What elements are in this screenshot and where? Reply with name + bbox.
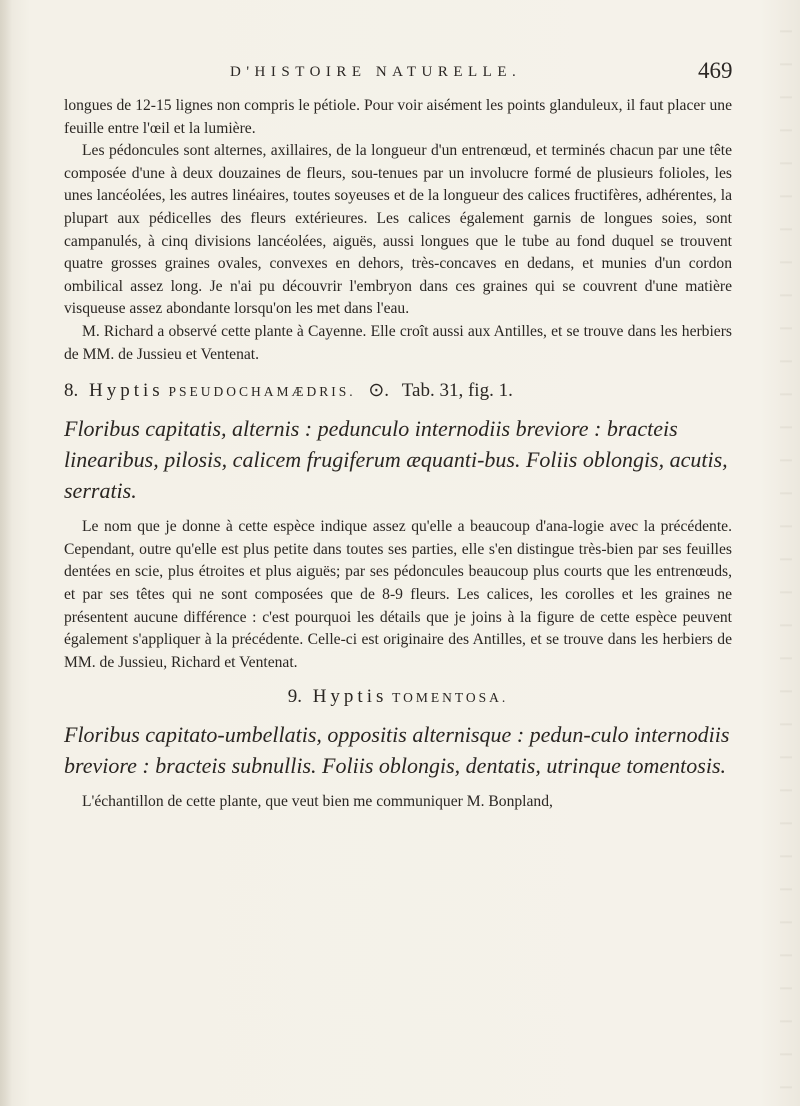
paragraph-species-8-discussion: Le nom que je donne à cette espèce indique assez qu'elle a beaucoup d'ana-logie avec la précédente. Cependant, outre qu'elle est plus petite dans toutes ses parties, elle s'en distingue très-bien par ses feuilles dentées en scie, plus étroites et plus aiguës; par ses pédoncules beaucoup plus courts que les entrenœuds, et par ses têtes qui ne sont composées que de 8-9 fleurs. Les calices, les corolles et les graines ne présentent aucune différence : c'est pourquoi les détails que je joins à la figure de cette espèce peuvent également s'appliquer à la précédente. Celle-ci est originaire des Antilles, et se trouve dans les herbiers de MM. de Jussieu, Richard et Ventenat.: [64, 518, 732, 671]
species-genus: Hyptis: [312, 686, 388, 708]
paragraph-leaf-description: longues de 12-15 lignes non compris le pétiole. Pour voir aisément les points glanduleux, il faut placer une feuille entre l'œil et la lumière.: [64, 97, 732, 137]
species-genus: Hyptis: [89, 380, 164, 402]
species-heading-8: [64, 378, 732, 405]
species-number: 8.: [64, 380, 79, 402]
species-duration-symbol: ⊙.: [368, 380, 390, 402]
species-diagnosis-9: Floribus capitato-umbellatis, oppositis alternisque : pedun-culo internodiis breviore : bracteis subnullis. Foliis oblongis, dentatis, utrinque tomentosis.: [64, 722, 730, 779]
species-number: 9.: [287, 686, 302, 708]
page-header: [0, 56, 800, 90]
running-head: D'HISTOIRE NATURELLE.: [230, 64, 522, 80]
species-epithet: PSEUDOCHAMÆDRIS.: [168, 384, 356, 400]
gutter-shadow: [0, 0, 12, 1106]
page-number: 469: [698, 58, 733, 83]
page-edge-texture: [780, 0, 792, 1106]
paragraph-distribution: M. Richard a observé cette plante à Cayenne. Elle croît aussi aux Antilles, et se trouve dans les herbiers de MM. de Jussieu et Ventenat.: [64, 322, 732, 363]
paragraph-peduncle-description: Les pédoncules sont alternes, axillaires, de la longueur d'un entrenœud, et terminés chacun par une tête composée d'une à deux douzaines de fleurs, sou-tenues par un involucre formé de plusieurs folioles, les unes lancéolées, les autres linéaires, toutes soyeuses et de la longueur des calices fructifères, adhérentes, la plupart aux pédicelles des fleurs extérieures. Les calices également garnis de longues soies, sont campanulés, à cinq divisions lancéolées, aiguës, aussi longues que le tube au fond duquel se trouvent quatre grosses graines ovales, convexes en dehors, très-concaves en dedans, et munies d'un cordon ombilical assez long. Je n'ai pu découvrir l'embryon dans ces graines qui se couvrent d'une matière visqueuse assez abondante lorsqu'on les met dans l'eau.: [64, 142, 732, 318]
species-epithet: TOMENTOSA.: [392, 690, 509, 706]
species-heading-9: [64, 684, 732, 711]
species-plate-reference: Tab. 31, fig. 1.: [401, 380, 513, 402]
species-diagnosis-8: Floribus capitatis, alternis : pedunculo internodiis breviore : bracteis linearibus, pilosis, calicem frugiferum æquanti-bus. Foliis oblongis, acutis, serratis.: [64, 416, 728, 504]
text-block: [64, 95, 732, 814]
paragraph-species-9-specimen: L'échantillon de cette plante, que veut bien me communiquer M. Bonpland,: [82, 793, 553, 811]
